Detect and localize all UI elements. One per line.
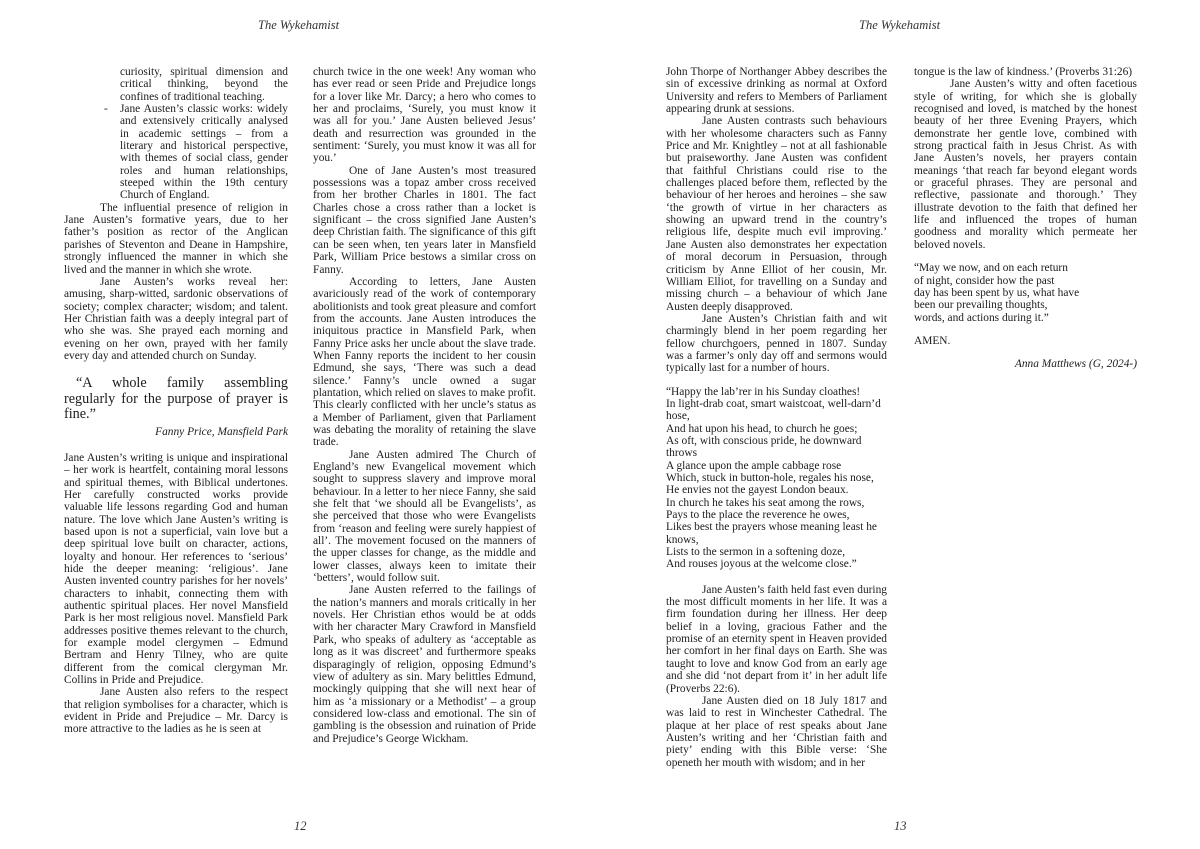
prayer-line: of night, consider how the past — [914, 274, 1055, 287]
poem — [666, 386, 887, 571]
paragraph: Jane Austen’s writing is unique and inspirational – her work is heartfelt, containing moral lessons and spiritual themes, with Biblical undertones. Her carefully constructed works provide valuable life lessons regarding God and human nature. The love which Jane Austen’s writing is based upon is not a superficial, vain love but a deep spiritual love built on character, actions, loyalty and honour. Her references to ‘serious’ hide the deeper meaning: ‘religious’. Jane Austen invented country parishes for her novels’ characters to inhabit, connecting them with authentic spiritual places. Her novel Mansfield Park is her most religious novel. Mansfield Park addresses positive themes relevant to the church, for example model clergymen – Edmund Bertram and Henry Tilney, who are quite different from the comical clergyman Mr. Collins in Pride and Prejudice. — [64, 451, 288, 686]
pull-quote-attribution: Fanny Price, Mansfield Park — [155, 426, 288, 439]
paragraph: Jane Austen’s Christian faith and wit charmingly blend in her poem regarding her fellow churchgoers, penned in 1807. Sunday was a farmer’s only day off and sermons would typically last for a number of hours. — [666, 312, 887, 375]
paragraph: One of Jane Austen’s most treasured possessions was a topaz amber cross received from her brother Charles in 1801. The fact Charles chose a cross rather than a locket is significant – the cross signified Jane Austen’s deep Christian faith. The significance of this gift can be seen when, ten years later in Mansfield Park, William Price bestows a similar cross on Fanny. — [313, 164, 536, 276]
paragraph: Jane Austen contrasts such behaviours with her wholesome characters such as Fanny Price and Mr. Knightley – not at all fashionable but praiseworthy. Jane Austen was confident that faithful Christians could rise to the challenges placed before them, reflected by the behaviour of her heroes and heroines – she saw ‘the growth of virtue in her characters as showing an upward trend in the country’s religious life, despite much evil improving.’ Jane Austen also demonstrates her expectation of moral decorum in Persuasion, through criticism by Anne Elliot of her cousin, Mr. William Elliot, for travelling on a Sunday and missing church – a behaviour of which Jane Austen deeply disapproved. — [666, 115, 887, 313]
poem-line: And rouses joyous at the welcome close.” — [666, 558, 857, 571]
poem-line: “Happy the lab’rer in his Sunday cloathes! — [666, 385, 861, 398]
right-page — [600, 0, 1200, 849]
bullet-dash: - — [104, 103, 108, 116]
bullet-list — [64, 103, 288, 202]
poem-line: Likes best the prayers whose meaning least he knows, — [666, 521, 877, 546]
poem-line: In light-drab coat, smart waistcoat, well-darn’d hose, — [666, 397, 881, 423]
poem-line: Lists to the sermon in a softening doze, — [666, 546, 846, 559]
paragraph: Jane Austen also refers to the respect that religion symbolises for a character, which is evident in Pride and Prejudice – Mr. Darcy is more attractive to the ladies as he is seen at — [64, 686, 288, 736]
right-column-2 — [914, 66, 1137, 371]
prayer-quote — [914, 262, 1137, 324]
left-column-2 — [313, 66, 536, 745]
paragraph: Jane Austen’s witty and often facetious style of writing, for which she is globally recognised and loved, is matched by the honest beauty of her three Evening Prayers, which demonstrate her gentle love, combined with strong practical faith in Jesus Christ. As with Jane Austen’s novels, her prayers contain meanings ‘that reach far beyond elegant words or graceful phrases. They are personal and reflective, passionate and thorough.’ They illustrate devotion to the faith that defined her life and influenced the tropes of human goodness and morality which permeate her beloved novels. — [914, 78, 1137, 251]
amen-line: AMEN. — [914, 334, 951, 347]
poem-line: In church he takes his seat among the rows, — [666, 496, 865, 509]
paragraph: church twice in the one week! Any woman who has ever read or seen Pride and Prejudice longs for a lover like Mr. Darcy; a hero who comes to her and proclaims, ‘Surely, you must know it was all for you.’ Jane Austen believed Jesus’ death and resurrection was grounded in the sentiment: ‘Surely, you must know it was all for you.’ — [313, 66, 536, 165]
prayer-line: day has been spent by us, what have — [914, 286, 1080, 299]
poem-line: As oft, with conscious pride, he downward throws — [666, 434, 862, 460]
paragraph: Jane Austen admired The Church of England’s new Evangelical movement which sought to suppress slavery and improve moral behaviour. In a letter to her niece Fanny, she said she felt that ‘we should all be Evangelists’, as she perceived that those who were Evangelists from ‘reason and feeling were surely happiest of all’. The movement focused on the manners of the upper classes for change, as the middle and lower classes, always keen to imitate their ‘betters’, would follow suit. — [313, 448, 536, 585]
right-page-header: The Wykehamist — [859, 18, 941, 32]
poem-line: Pays to the place the reverence he owes, — [666, 509, 850, 522]
paragraph: The influential presence of religion in Jane Austen’s formative years, due to her father’s position as rector of the Anglican parishes of Steventon and Deane in Hampshire, strongly influenced the manner in which she lived and the manner in which she wrote. — [64, 201, 288, 276]
bullet-text: Jane Austen’s classic works: widely and extensively critically analysed in academic settings – from a literary and historical perspective, with themes of social class, gender roles and human relationships, steeped within the 19th century Church of England. — [120, 103, 288, 202]
paragraph: Jane Austen died on 18 July 1817 and was laid to rest in Winchester Cathedral. The plaque at her place of rest speaks about Jane Austen’s writing and her ‘Christian faith and piety’ ending with this Bible verse: ‘She openeth her mouth with wisdom; and in her — [666, 694, 887, 769]
paragraph: According to letters, Jane Austen avariciously read of the work of contemporary abolitionists and took great pleasure and comfort from the accounts. Jane Austen introduces the iniquitous practice in Mansfield Park, when Fanny Price asks her uncle about the slave trade. When Fanny reports the incident to her cousin Edmund, she says, ‘There was such a dead silence.’ Fanny’s uncle owned a sugar plantation, which relied on slaves to make profit. This clearly conflicted with her uncle’s status as a Member of Parliament, given that Parliament was debating the morality of retaining the slave trade. — [313, 275, 537, 449]
page-number-right: 13 — [894, 819, 907, 833]
paragraph: John Thorpe of Northanger Abbey describes the sin of excessive drinking as normal at Oxford University and refers to Members of Parliament appearing drunk at sessions. — [666, 66, 887, 116]
prayer-line: been our prevailing thoughts, — [914, 299, 1048, 312]
poem-line: He envies not the gayest London beaux. — [666, 484, 849, 497]
paragraph: Jane Austen’s faith held fast even during the most difficult moments in her life. It was a firm foundation during her illness. Her deep belief in a loving, gracious Father and the promise of an eternity spent in Heaven provided her comfort in her final days on Earth. She was taught to love and know God from an early age and she did ‘not depart from it’ in her adult life (Proverbs 22:6). — [666, 583, 887, 695]
author-signature: Anna Matthews (G, 2024-) — [1014, 358, 1137, 371]
paragraph: tongue is the law of kindness.’ (Proverbs 31:26) — [914, 66, 1133, 78]
paragraph: Jane Austen referred to the failings of the nation’s manners and morals critically in her novels. Her Christian ethos would be at odds with her character Mary Crawford in Mansfield Park, who speaks of adultery as ‘acceptable as long as it was discreet’ and furthermore speaks disparagingly of religion, opposing Edmund’s view of adultery as sin. Mary belittles Edmund, mockingly quipping that she will next hear of him as ‘a missionary or a Methodist’ – a group considered low-class and emotional. The sin of gambling is the obsession and ruination of Pride and Prejudice’s George Wickham. — [313, 584, 536, 745]
right-column-1 — [666, 66, 887, 769]
pull-quote: “A whole family assembling regularly for the purpose of prayer is fine.” — [64, 375, 288, 423]
bullet-continuation: curiosity, spiritual dimension and critical thinking, beyond the confines of traditional teaching. — [120, 66, 288, 103]
page-number-left: 12 — [294, 819, 307, 833]
poem-line: A glance upon the ample cabbage rose — [666, 459, 842, 472]
prayer-line: “May we now, and on each return — [914, 262, 1068, 275]
paragraph: Jane Austen’s works reveal her: amusing, sharp-witted, sardonic observations of society; complex character; wisdom; and talent. Her Christian faith was a deeply integral part of who she was. She prayed each morning and evening on her own, prayed with her family every day and attended church on Sunday. — [64, 275, 288, 362]
poem-line: Which, stuck in button-hole, regales his nose, — [666, 472, 874, 484]
prayer-line: words, and actions during it.” — [914, 311, 1049, 324]
poem-line: And hat upon his head, to church he goes; — [666, 422, 858, 435]
bullet-item — [64, 103, 288, 202]
left-column-1 — [64, 66, 288, 736]
left-page-header: The Wykehamist — [258, 18, 340, 32]
